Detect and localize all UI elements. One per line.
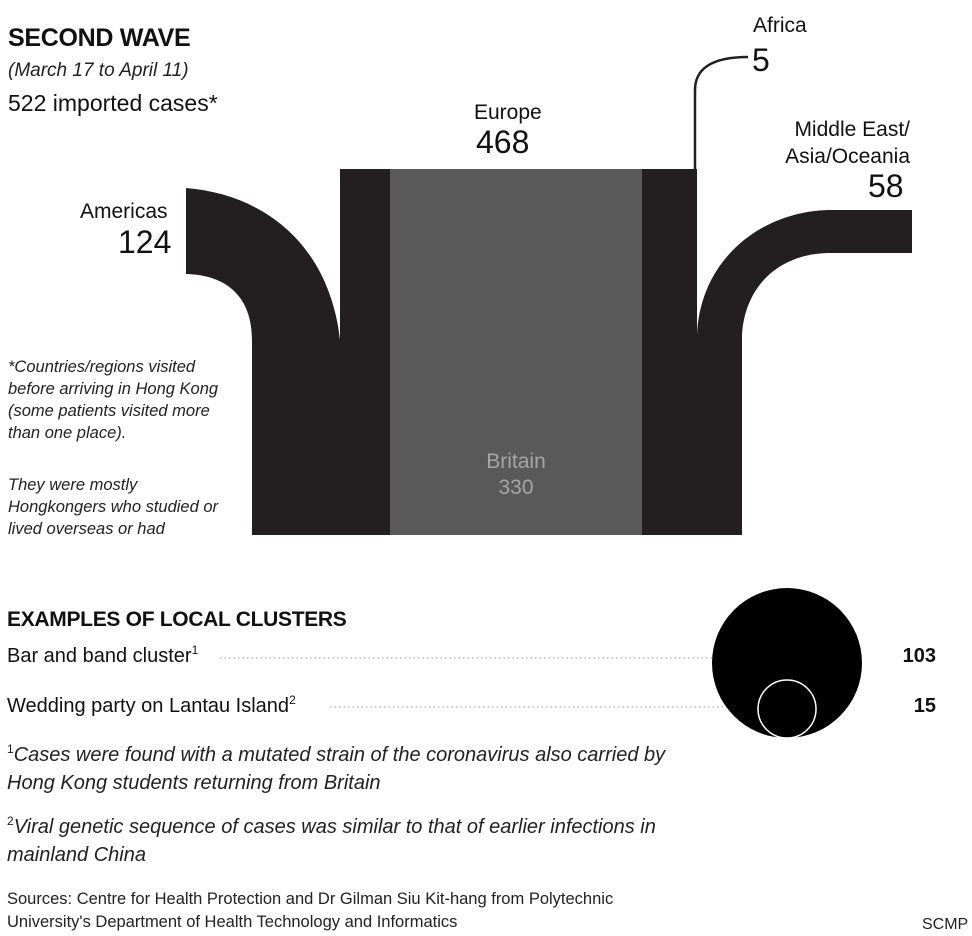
footnote-sup-1: 1 <box>7 742 14 756</box>
cluster-sup-1: 1 <box>191 643 199 657</box>
value-britain: 330 <box>498 476 534 499</box>
label-europe: Europe <box>474 101 542 124</box>
cluster-value-2: 15 <box>913 695 936 717</box>
imported-cases-total: 522 imported cases* <box>8 90 218 116</box>
cluster-label-text-2: Wedding party on Lantau Island <box>7 695 290 717</box>
label-middle-east: Middle East/ Asia/Oceania <box>785 118 910 168</box>
clusters-title: EXAMPLES OF LOCAL CLUSTERS <box>7 608 347 631</box>
value-americas: 124 <box>118 224 172 260</box>
cluster-label-2 <box>7 695 302 718</box>
footnote-1 <box>7 742 687 796</box>
label-americas: Americas <box>80 200 168 223</box>
label-africa: Africa <box>753 14 807 37</box>
label-britain: Britain <box>486 450 546 473</box>
asterisk-note: *Countries/regions visited before arriving in Hong Kong (some patients visited more than one place). <box>8 358 219 442</box>
date-range: (March 17 to April 11) <box>8 60 189 81</box>
footnote-2 <box>7 814 687 868</box>
footnote-text-2: Viral genetic sequence of cases was similar to that of earlier infections in mainland China <box>7 816 656 866</box>
bubble-wedding <box>758 680 816 738</box>
chart-title: SECOND WAVE <box>8 24 191 52</box>
mostly-note: They were mostly Hongkongers who studied or lived overseas or had <box>8 476 219 538</box>
value-africa: 5 <box>752 42 770 78</box>
footnote-text-1: Cases were found with a mutated strain of the coronavirus also carried by Hong Kong students returning from Britain <box>7 744 666 794</box>
sources: Sources: Centre for Health Protection and Dr Gilman Siu Kit-hang from Polytechnic University's Department of Health Technology and Informatics <box>7 890 614 931</box>
value-europe: 468 <box>476 124 530 160</box>
cluster-value-1: 103 <box>902 645 936 667</box>
credit: SCMP <box>922 916 969 933</box>
cluster-sup-2: 2 <box>289 693 296 707</box>
value-middle-east: 58 <box>868 168 904 204</box>
footnote-sup-2: 2 <box>7 814 14 828</box>
cluster-label-text-1: Bar and band cluster <box>7 645 192 667</box>
cluster-label-1 <box>7 645 204 668</box>
